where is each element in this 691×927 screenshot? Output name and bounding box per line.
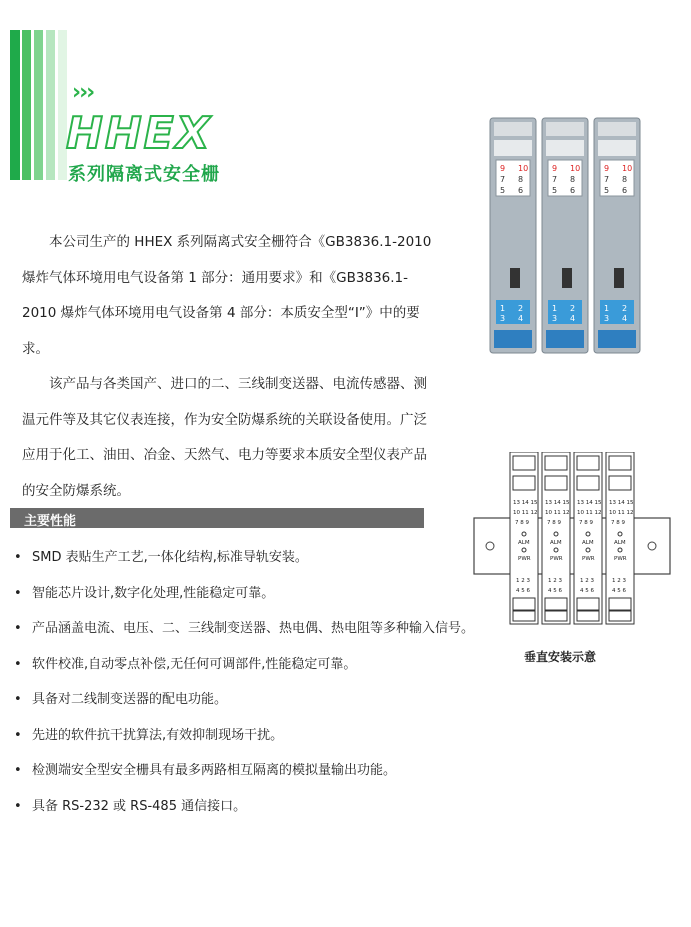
svg-text:1: 1 bbox=[552, 304, 558, 313]
svg-text:4 5 6: 4 5 6 bbox=[516, 588, 530, 594]
svg-text:7: 7 bbox=[604, 175, 610, 184]
svg-text:4 5 6: 4 5 6 bbox=[612, 588, 626, 594]
svg-text:ALM: ALM bbox=[550, 540, 562, 546]
svg-text:6: 6 bbox=[622, 186, 628, 195]
svg-text:1: 1 bbox=[500, 304, 506, 313]
bullet-icon: • bbox=[14, 763, 22, 778]
svg-text:6: 6 bbox=[518, 186, 524, 195]
svg-text:13 14 15: 13 14 15 bbox=[513, 500, 538, 506]
bullet-icon: • bbox=[14, 656, 22, 672]
bullet-icon: • bbox=[14, 585, 22, 601]
svg-text:4 5 6: 4 5 6 bbox=[580, 588, 594, 594]
svg-text:10: 10 bbox=[622, 164, 633, 173]
svg-text:PWR: PWR bbox=[550, 556, 563, 562]
list-item: • 智能芯片设计,数字化处理,性能稳定可靠。 bbox=[14, 584, 454, 620]
svg-text:10 11 12: 10 11 12 bbox=[545, 510, 570, 516]
svg-text:PWR: PWR bbox=[614, 556, 627, 562]
product-photo bbox=[486, 108, 646, 363]
svg-text:13 14 15: 13 14 15 bbox=[577, 500, 602, 506]
list-item: • 先进的软件抗干扰算法,有效抑制现场干扰。 bbox=[14, 726, 454, 762]
svg-text:13 14 15: 13 14 15 bbox=[545, 500, 570, 506]
svg-text:4 5 6: 4 5 6 bbox=[548, 588, 562, 594]
svg-text:10 11 12: 10 11 12 bbox=[609, 510, 634, 516]
diagram-caption: 垂直安装示意 bbox=[524, 650, 597, 664]
list-item: • SMD 表贴生产工艺,一体化结构,标准导轨安装。 bbox=[14, 548, 454, 584]
svg-text:10: 10 bbox=[518, 164, 529, 173]
svg-text:13 14 15: 13 14 15 bbox=[609, 500, 634, 506]
list-item: • 具备对二线制变送器的配电功能。 bbox=[14, 690, 454, 726]
svg-text:ALM: ALM bbox=[582, 540, 594, 546]
svg-text:PWR: PWR bbox=[582, 556, 595, 562]
svg-text:8: 8 bbox=[570, 175, 576, 184]
list-item: • 具备 RS-232 或 RS-485 通信接口。 bbox=[14, 797, 454, 833]
svg-text:ALM: ALM bbox=[614, 540, 626, 546]
bullet-icon: • bbox=[14, 621, 22, 636]
svg-text:1 2 3: 1 2 3 bbox=[516, 578, 530, 584]
series-subtitle: 系列隔离式安全栅 bbox=[68, 164, 220, 185]
svg-text:7: 7 bbox=[552, 175, 558, 184]
svg-text:10 11 12: 10 11 12 bbox=[513, 510, 538, 516]
svg-text:1: 1 bbox=[604, 304, 610, 313]
svg-text:1 2 3: 1 2 3 bbox=[548, 578, 562, 584]
svg-text:9: 9 bbox=[552, 164, 558, 173]
bullet-icon: • bbox=[14, 798, 22, 814]
svg-text:1 2 3: 1 2 3 bbox=[612, 578, 626, 584]
svg-text:5: 5 bbox=[500, 186, 506, 195]
intro-text bbox=[22, 225, 437, 509]
svg-text:7 8 9: 7 8 9 bbox=[515, 520, 529, 526]
svg-text:10: 10 bbox=[570, 164, 581, 173]
section-header bbox=[10, 508, 424, 528]
svg-text:5: 5 bbox=[604, 186, 610, 195]
intro-paragraph: 该产品与各类国产、进口的二、三线制变送器、电流传感器、测温元件等及其它仪表连接，作为安全防爆系统的关联设备使用。广泛应用于化工、油田、冶金、天然气、电力等要求本质安全型仪表产品的安全防爆系统。 bbox=[22, 376, 427, 499]
feature-list bbox=[14, 548, 475, 832]
svg-text:4: 4 bbox=[518, 314, 524, 323]
svg-text:5: 5 bbox=[552, 186, 558, 195]
svg-text:8: 8 bbox=[622, 175, 628, 184]
svg-text:9: 9 bbox=[604, 164, 610, 173]
svg-text:1 2 3: 1 2 3 bbox=[580, 578, 594, 584]
list-item: • 软件校准,自动零点补偿,无任何可调部件,性能稳定可靠。 bbox=[14, 655, 454, 691]
svg-text:3: 3 bbox=[604, 314, 610, 323]
svg-text:ALM: ALM bbox=[518, 540, 530, 546]
svg-text:9: 9 bbox=[500, 164, 506, 173]
bullet-icon: • bbox=[14, 550, 22, 565]
svg-text:7: 7 bbox=[500, 175, 506, 184]
brand-title: HHEX bbox=[66, 108, 212, 159]
svg-text:2: 2 bbox=[570, 304, 576, 313]
svg-text:7 8 9: 7 8 9 bbox=[579, 520, 593, 526]
svg-text:4: 4 bbox=[622, 314, 628, 323]
section-title: 主要性能 bbox=[24, 514, 77, 529]
svg-text:10 11 12: 10 11 12 bbox=[577, 510, 602, 516]
svg-text:3: 3 bbox=[552, 314, 558, 323]
svg-text:7 8 9: 7 8 9 bbox=[547, 520, 561, 526]
svg-text:PWR: PWR bbox=[518, 556, 531, 562]
mounting-diagram bbox=[472, 452, 672, 632]
svg-text:4: 4 bbox=[570, 314, 576, 323]
svg-text:3: 3 bbox=[500, 314, 506, 323]
chevron-decoration: ››› bbox=[72, 80, 94, 105]
intro-paragraph: 本公司生产的 HHEX 系列隔离式安全栅符合《GB3836.1-2010 爆炸气体环境用电气设备第 1 部分：通用要求》和《GB3836.1-2010 爆炸气体环境用电气设备第 4 部分：本质安全型“I”》中的要求。 bbox=[22, 234, 432, 357]
svg-text:8: 8 bbox=[518, 175, 524, 184]
list-item: • 检测端安全型安全栅具有最多两路相互隔离的模拟量输出功能。 bbox=[14, 761, 454, 797]
svg-text:2: 2 bbox=[518, 304, 524, 313]
bullet-icon: • bbox=[14, 692, 22, 707]
list-item: • 产品涵盖电流、电压、二、三线制变送器、热电偶、热电阻等多种输入信号。 bbox=[14, 619, 454, 655]
svg-text:2: 2 bbox=[622, 304, 628, 313]
svg-text:7 8 9: 7 8 9 bbox=[611, 520, 625, 526]
svg-text:6: 6 bbox=[570, 186, 576, 195]
bullet-icon: • bbox=[14, 727, 22, 743]
